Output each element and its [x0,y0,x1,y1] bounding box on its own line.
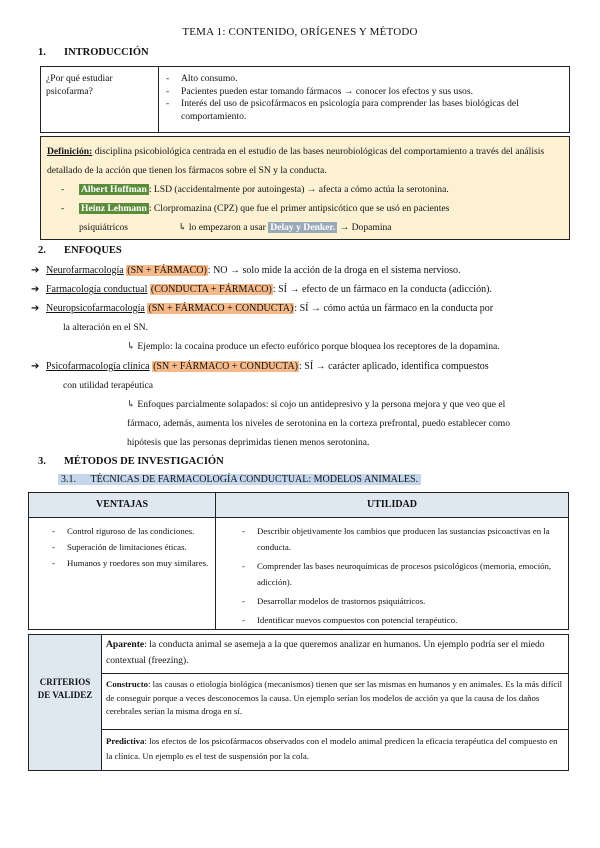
section-3-1-heading [58,473,421,487]
why-question-cell [41,67,159,132]
constructo-name: Constructo [106,679,149,689]
enfoque-name: Neurofarmacología [46,265,124,276]
enfoque-tag: (SN + FÁRMACO) [127,265,207,276]
enfoque-item [31,360,566,373]
why-reasons-list [163,73,563,123]
arrow-icon: ➔ [31,303,40,314]
criterio-constructo [106,678,564,719]
definition-label: Definición: [47,146,93,157]
section-2-number: 2. [38,245,46,256]
enfoque-sub-line: fármaco, además, aumenta los niveles de serotonina en la corteza prefrontal, puedo establecer como [127,418,511,429]
page-title: TEMA 1: CONTENIDO, ORÍGENES Y MÉTODO [182,26,418,38]
arrow-icon: ➔ [31,361,40,372]
utilidad-header: UTILIDAD [216,493,568,518]
definition-item-lehmann-cont [79,218,579,237]
section-1-heading [38,47,149,58]
enfoque-name: Psicofarmacología clínica [46,361,150,372]
enfoque-item [31,264,566,277]
utilidad-item: - Comprender las bases neuroquímicas de procesos psicológicos (memoria, emoción, adicción). [239,558,561,590]
utilidad-item: - Identificar nuevos compuestos con potencial terapéutico. [239,612,561,628]
enfoque-continuation: con utilidad terapéutica [63,380,154,391]
why-question: ¿Por qué estudiar psicofarma? [46,73,113,97]
enfoque-name: Farmacología conductual [46,284,148,295]
section-2-label: ENFOQUES [64,245,122,256]
enfoque-name: Neuropsicofarmacología [46,303,145,314]
enfoque-continuation: la alteración en el SN. [63,322,148,333]
enfoque-item [31,283,566,296]
predictiva-text: : los efectos de los psicofármacos observados con el modelo animal predicen la eficacia terapéutica del compuesto en la clínica. Un ejemplo es el test de suspensión por la cola. [106,736,558,761]
arrow-icon: ➔ [31,284,40,295]
section-3-1-label: TÉCNICAS DE FARMACOLOGÍA CONDUCTUAL: MODELOS ANIMALES. [90,474,419,485]
section-3-1-number: 3.1. [61,474,76,485]
enfoque-tag: (SN + FÁRMACO + CONDUCTA) [148,303,294,314]
lehmann-text-b: psiquiátricos [79,222,129,233]
enfoque-tag: (CONDUCTA + FÁRMACO) [150,284,272,295]
lehmann-text-d: → Dopamina [339,222,392,233]
predictiva-name: Predictiva [106,736,145,746]
enfoque-item [31,302,566,315]
why-reason-item: - Interés del uso de psicofármacos en psicología para comprender las bases biológicas del comportamiento. [163,98,563,123]
ventajas-list [49,523,209,571]
criterios-label-line: CRITERIOS [39,677,91,687]
row-divider [102,673,568,674]
aparente-text: : la conducta animal se asemeja a la que queremos analizar en humanos. Un ejemplo podría ser el miedo contextual (freezing). [106,639,545,666]
criterio-predictiva [106,734,564,763]
ventaja-item: - Control riguroso de las condiciones. [49,523,209,539]
criterios-label-cell [29,635,102,770]
lehmann-text: : Clorpromazina (CPZ) que fue el primer antipsicótico que se usó en pacientes [148,203,450,214]
why-box [40,66,570,133]
utilidad-item: - Describir objetivamente los cambios que producen las sustancias psicoactivas en la conducta. [239,523,561,555]
arrow-icon: ➔ [31,265,40,276]
section-1-label: INTRODUCCIÓN [64,47,149,58]
section-3-label: MÉTODOS DE INVESTIGACIÓN [64,456,224,467]
ventaja-item: - Humanos y roedores son muy similares. [49,555,209,571]
enfoque-text: : NO → solo mide la acción de la droga en el sistema nervioso. [207,265,461,276]
aparente-name: Aparente [106,639,145,650]
definition-box [40,136,570,240]
why-reason-item: - Alto consumo. [163,73,563,86]
criterios-table [28,634,569,771]
criterios-label [29,676,101,702]
hoffman-text: : LSD (accidentalmente por autoingesta) → afecta a cómo actúa la serotonina. [148,184,449,195]
ventaja-item: - Superación de limitaciones éticas. [49,539,209,555]
enfoque-tag: (SN + FÁRMACO + CONDUCTA) [153,361,299,372]
row-divider [102,729,568,730]
delay-denker-name: Delay y Denker. [270,222,336,233]
enfoque-sub-line: ↳ Enfoques parcialmente solapados: si cojo un antidepresivo y la persona mejora y que veo que el [127,399,506,410]
section-3-heading [38,456,224,467]
utilidad-item: - Desarrollar modelos de trastornos psiquiátricos. [239,593,561,609]
ventajas-header: VENTAJAS [29,493,216,518]
lehmann-text-c: ↳ lo empezaron a usar [178,222,266,233]
section-2-heading [38,245,122,256]
constructo-text: : las causas o etiología biológica (mecanismos) tienen que ser las mismas en humanos y en animales. Es la más difícil de conseguir porque a veces desconocemos la causa. Un ejemplo serían los modelos de acción ya que la causa de los daños cerebrales serían la misma droga en sí. [106,679,563,716]
section-1-number: 1. [38,47,46,58]
table-divider [215,517,216,629]
utilidad-list [239,523,561,628]
hoffman-name: Albert Hoffman [81,184,147,195]
definition-text [47,142,562,180]
definition-item-hoffman: - Albert Hoffman : LSD (accidentalmente por autoingesta) → afecta a cómo actúa la serotonina. [61,184,449,195]
lehmann-name: Heinz Lehmann [81,203,147,214]
criterios-label-line: DE VALIDEZ [37,690,93,700]
ventajas-utilidad-table [28,492,569,630]
enfoque-text: : SÍ → efecto de un fármaco en la conducta (adicción). [272,284,492,295]
enfoque-text: : SÍ → cómo actúa un fármaco en la conducta por [294,303,494,314]
section-3-number: 3. [38,456,46,467]
definition-item-lehmann: - Heinz Lehmann : Clorpromazina (CPZ) que fue el primer antipsicótico que se usó en pacientes [61,203,450,214]
why-reason-item: - Pacientes pueden estar tomando fármacos → conocer los efectos y sus usos. [163,86,563,99]
definition-body: disciplina psicobiológica centrada en el estudio de las bases neurobiológicas del comportamiento a través del análisis detallado de la acción que tienen los fármacos sobre el SN y la conducta. [47,146,545,176]
enfoque-sub-line: hipótesis que las personas deprimidas tienen menos serotonina. [127,437,370,448]
enfoque-example: ↳ Ejemplo: la cocaína produce un efecto eufórico porque bloquea los receptores de la dopamina. [127,341,500,352]
criterio-aparente [106,637,564,669]
enfoque-text: : SÍ → carácter aplicado, identifica compuestos [299,361,489,372]
